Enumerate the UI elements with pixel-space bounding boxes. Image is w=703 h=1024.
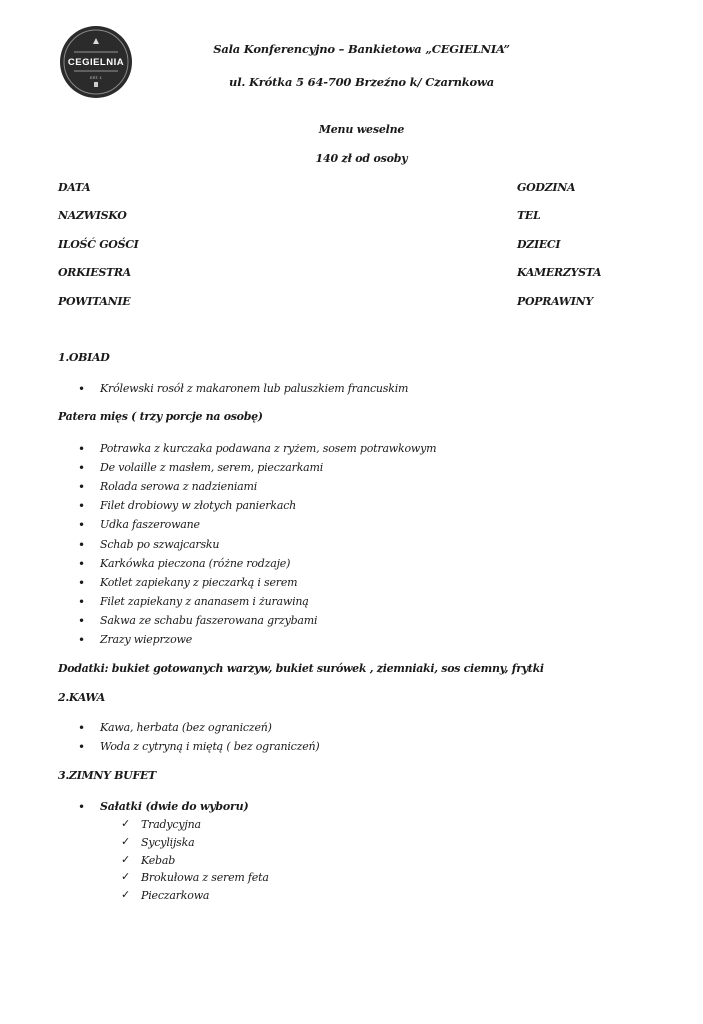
platter-item: Schab po szwajcarsku — [100, 538, 220, 551]
svg-text:CEGIELNIA: CEGIELNIA — [67, 57, 125, 68]
salad-item: Pieczarkowa — [141, 889, 210, 902]
section-coffee-heading: 2.KAWA — [58, 691, 105, 704]
bullet-icon: • — [78, 518, 86, 532]
platter-item: Filet zapiekany z ananasem i żurawiną — [100, 595, 309, 608]
bullet-icon: • — [78, 595, 86, 609]
soup-item: Królewski rosół z makaronem lub paluszkiem francuskim — [100, 382, 409, 395]
checkmark-icon: ✓ — [121, 853, 131, 866]
checkmark-icon: ✓ — [121, 870, 131, 883]
coffee-item: Woda z cytryną i miętą ( bez ograniczeń) — [100, 740, 320, 753]
platter-item: Potrawka z kurczaka podawana z ryżem, sosem potrawkowym — [100, 442, 437, 455]
bullet-icon: • — [78, 480, 86, 494]
venue-name: Sala Konferencyjno – Bankietowa „CEGIELNIA” — [213, 42, 510, 56]
checkmark-icon: ✓ — [121, 835, 131, 848]
platter-item: Kotlet zapiekany z pieczarką i serem — [100, 576, 298, 589]
platter-item: Sakwa ze schabu faszerowana grzybami — [100, 614, 318, 627]
field-welcome: POWITANIE — [58, 295, 131, 308]
section-dinner-heading: 1.OBIAD — [58, 351, 110, 364]
platter-item: Filet drobiowy w złotych panierkach — [100, 499, 297, 512]
platter-heading: Patera mięs ( trzy porcje na osobę) — [58, 410, 263, 423]
field-phone: TEL — [517, 209, 541, 222]
field-date: DATA — [58, 181, 91, 194]
salad-item: Kebab — [141, 854, 176, 867]
section-buffet-heading: 3.ZIMNY BUFET — [58, 769, 156, 782]
platter-item: Karkówka pieczona (różne rodzaje) — [100, 557, 291, 570]
extras-line: Dodatki: bukiet gotowanych warzyw, bukiet surówek , ziemniaki, sos ciemny, frytki — [58, 662, 544, 675]
field-orchestra: ORKIESTRA — [58, 266, 131, 279]
salads-heading: Sałatki (dwie do wyboru) — [100, 800, 249, 813]
bullet-icon: • — [78, 538, 86, 552]
bullet-icon: • — [78, 499, 86, 513]
field-cameraman: KAMERZYSTA — [517, 266, 602, 279]
salad-item: Brokułowa z serem feta — [141, 871, 269, 884]
salad-item: Sycylijska — [141, 836, 195, 849]
bullet-icon: • — [78, 614, 86, 628]
field-guests: ILOŚĆ GOŚCI — [58, 238, 139, 251]
field-time: GODZINA — [517, 181, 576, 194]
bullet-icon: • — [78, 740, 86, 754]
bullet-icon: • — [78, 800, 86, 814]
bullet-icon: • — [78, 442, 86, 456]
field-surname: NAZWISKO — [58, 209, 127, 222]
bullet-icon: • — [78, 633, 86, 647]
bullet-icon: • — [78, 576, 86, 590]
menu-title: Menu weselne — [318, 123, 405, 136]
bullet-icon: • — [78, 382, 86, 396]
platter-item: Udka faszerowane — [100, 518, 200, 531]
bullet-icon: • — [78, 721, 86, 735]
bullet-icon: • — [78, 557, 86, 571]
salad-item: Tradycyjna — [141, 818, 201, 831]
bullet-icon: • — [78, 461, 86, 475]
coffee-item: Kawa, herbata (bez ograniczeń) — [100, 721, 272, 734]
venue-address: ul. Krótka 5 64-700 Brzeźno k/ Czarnkowa — [229, 75, 494, 89]
field-children: DZIECI — [517, 238, 561, 251]
checkmark-icon: ✓ — [121, 817, 131, 830]
field-after-party: POPRAWINY — [517, 295, 593, 308]
menu-price: 140 zł od osoby — [315, 152, 408, 165]
svg-text:EST. 1: EST. 1 — [90, 75, 102, 80]
cegielnia-logo — [60, 24, 132, 102]
platter-item: De volaille z masłem, serem, pieczarkami — [100, 461, 324, 474]
platter-item: Zrazy wieprzowe — [100, 633, 193, 646]
platter-item: Rolada serowa z nadzieniami — [100, 480, 258, 493]
checkmark-icon: ✓ — [121, 888, 131, 901]
